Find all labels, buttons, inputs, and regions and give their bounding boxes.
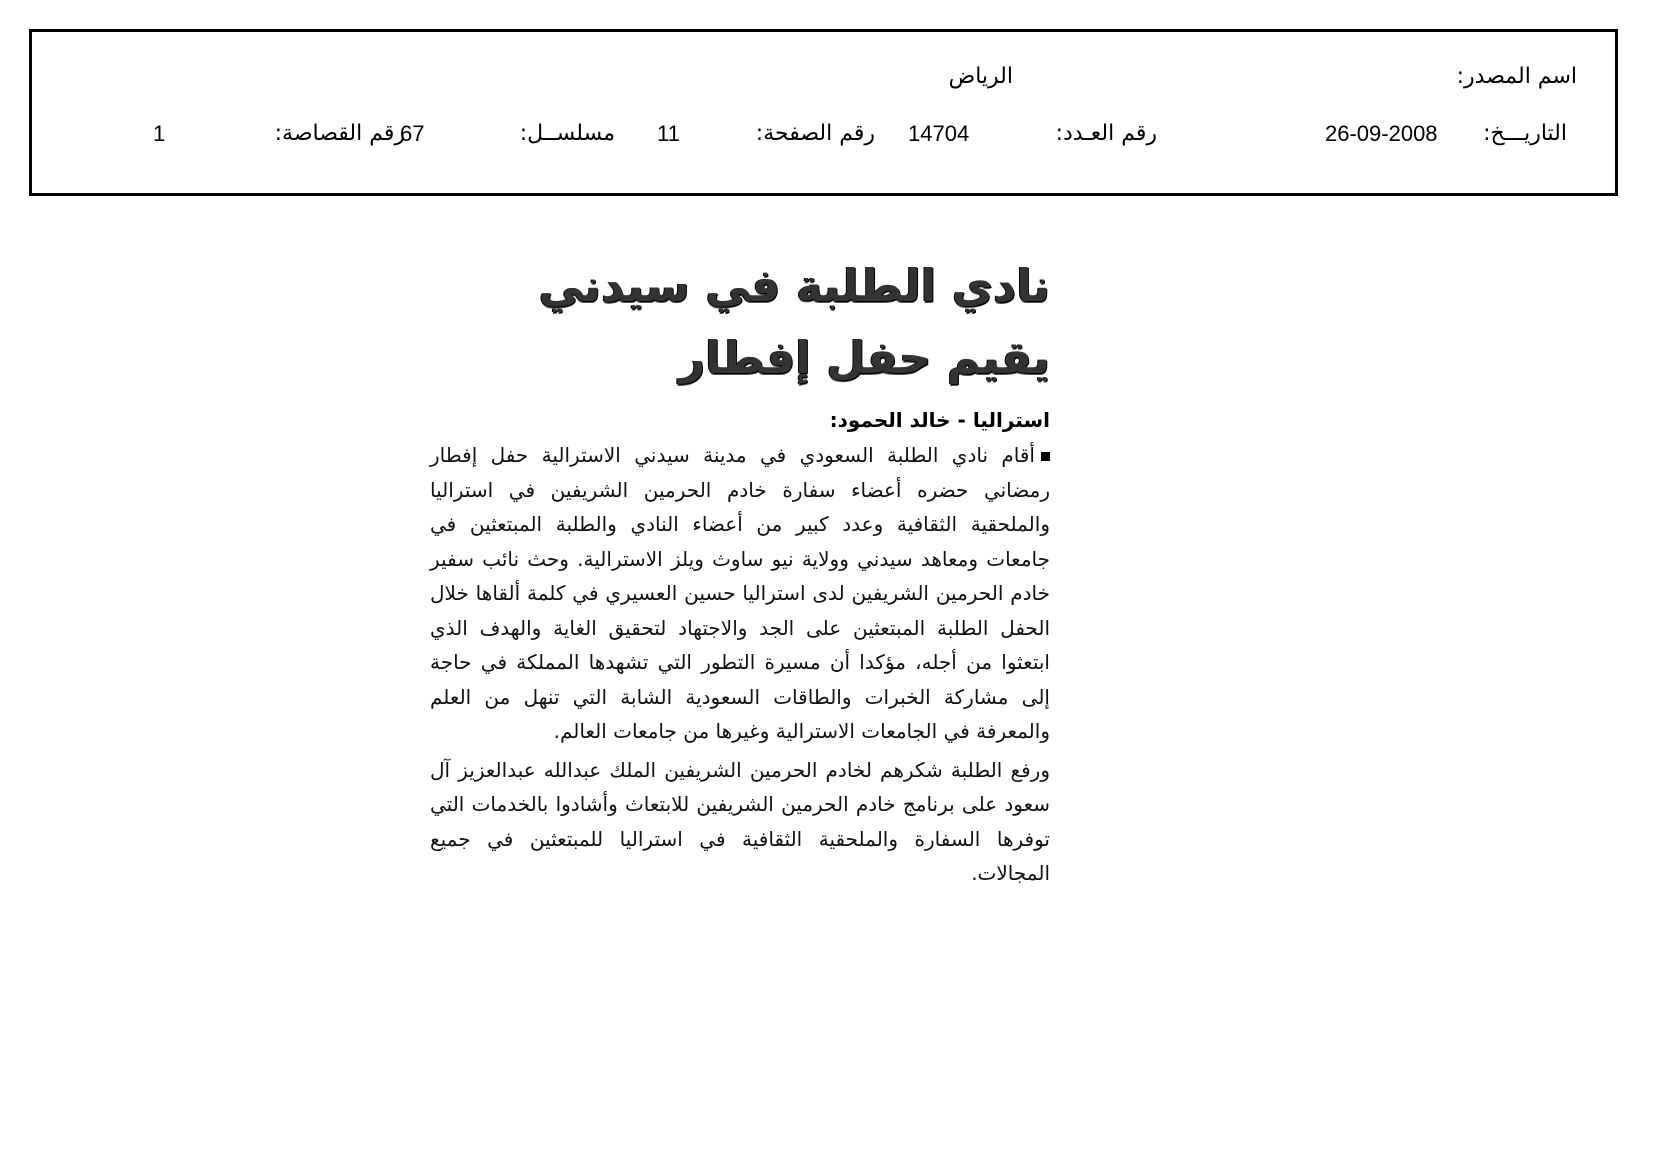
date-label: التاريـــخ: (1483, 121, 1567, 146)
paragraph-1-text: أقام نادي الطلبة السعودي في مدينة سيدني الاسترالية حفل إفطار رمضاني حضره أعضاء سفارة خادم الحرمين الشريفين في استراليا والملحقية الثقافية وعدد كبير من أعضاء النادي والطلبة المبتعثين في جامعات ومعاهد سيدني وولاية نيو ساوث ويلز الاسترالية. وحث نائب سفير خادم الحرمين الشريفين لدى استراليا حسين العسيري في كلمة ألقاها خلال الحفل الطلبة المبتعثين على الجد والاجتهاد لتحقيق الغاية والهدف الذي ابتعثوا من أجله، مؤكدا أن مسيرة التطور التي تشهدها المملكة في حاجة إلى مشاركة الخبرات والطاقات السعودية الشابة التي تنهل من العلم والمعرفة في الجامعات الاسترالية وغيرها من جامعات العالم. (430, 443, 1050, 743)
clip-value: 1 (153, 121, 166, 146)
article-paragraph-2 (430, 753, 1050, 891)
article-headline: نادي الطلبة في سيدني يقيم حفل إفطار (538, 259, 1050, 384)
bullet-mark (1041, 452, 1050, 461)
date-value: 26-09-2008 (1325, 121, 1438, 146)
serial-label: مسلســل: (519, 121, 615, 146)
source-label: اسم المصدر: (1456, 64, 1577, 89)
article (430, 250, 1050, 891)
paragraph-2-text: ورفع الطلبة شكرهم لخادم الحرمين الشريفين الملك عبدالله عبدالعزيز آل سعود على برنامج خادم الحرمين الشريفين للابتعاث وأشادوا بالخدمات التي توفرها السفارة والملحقية الثقافية في استراليا للمبتعثين في جميع المجالات. (430, 757, 1050, 885)
article-paragraph-1 (430, 438, 1050, 749)
clipping-header-box (29, 29, 1618, 196)
clip-label: رقم القصاصة: (274, 121, 405, 146)
page-value: 11 (657, 121, 680, 146)
issue-value: 14704 (908, 121, 970, 146)
serial-value: 67 (400, 121, 425, 146)
issue-label: رقم العـدد: (1055, 121, 1157, 146)
page-label: رقم الصفحة: (755, 121, 875, 146)
source-value: الرياض (948, 64, 1013, 89)
article-byline: استراليا - خالد الحمود: (829, 408, 1050, 432)
